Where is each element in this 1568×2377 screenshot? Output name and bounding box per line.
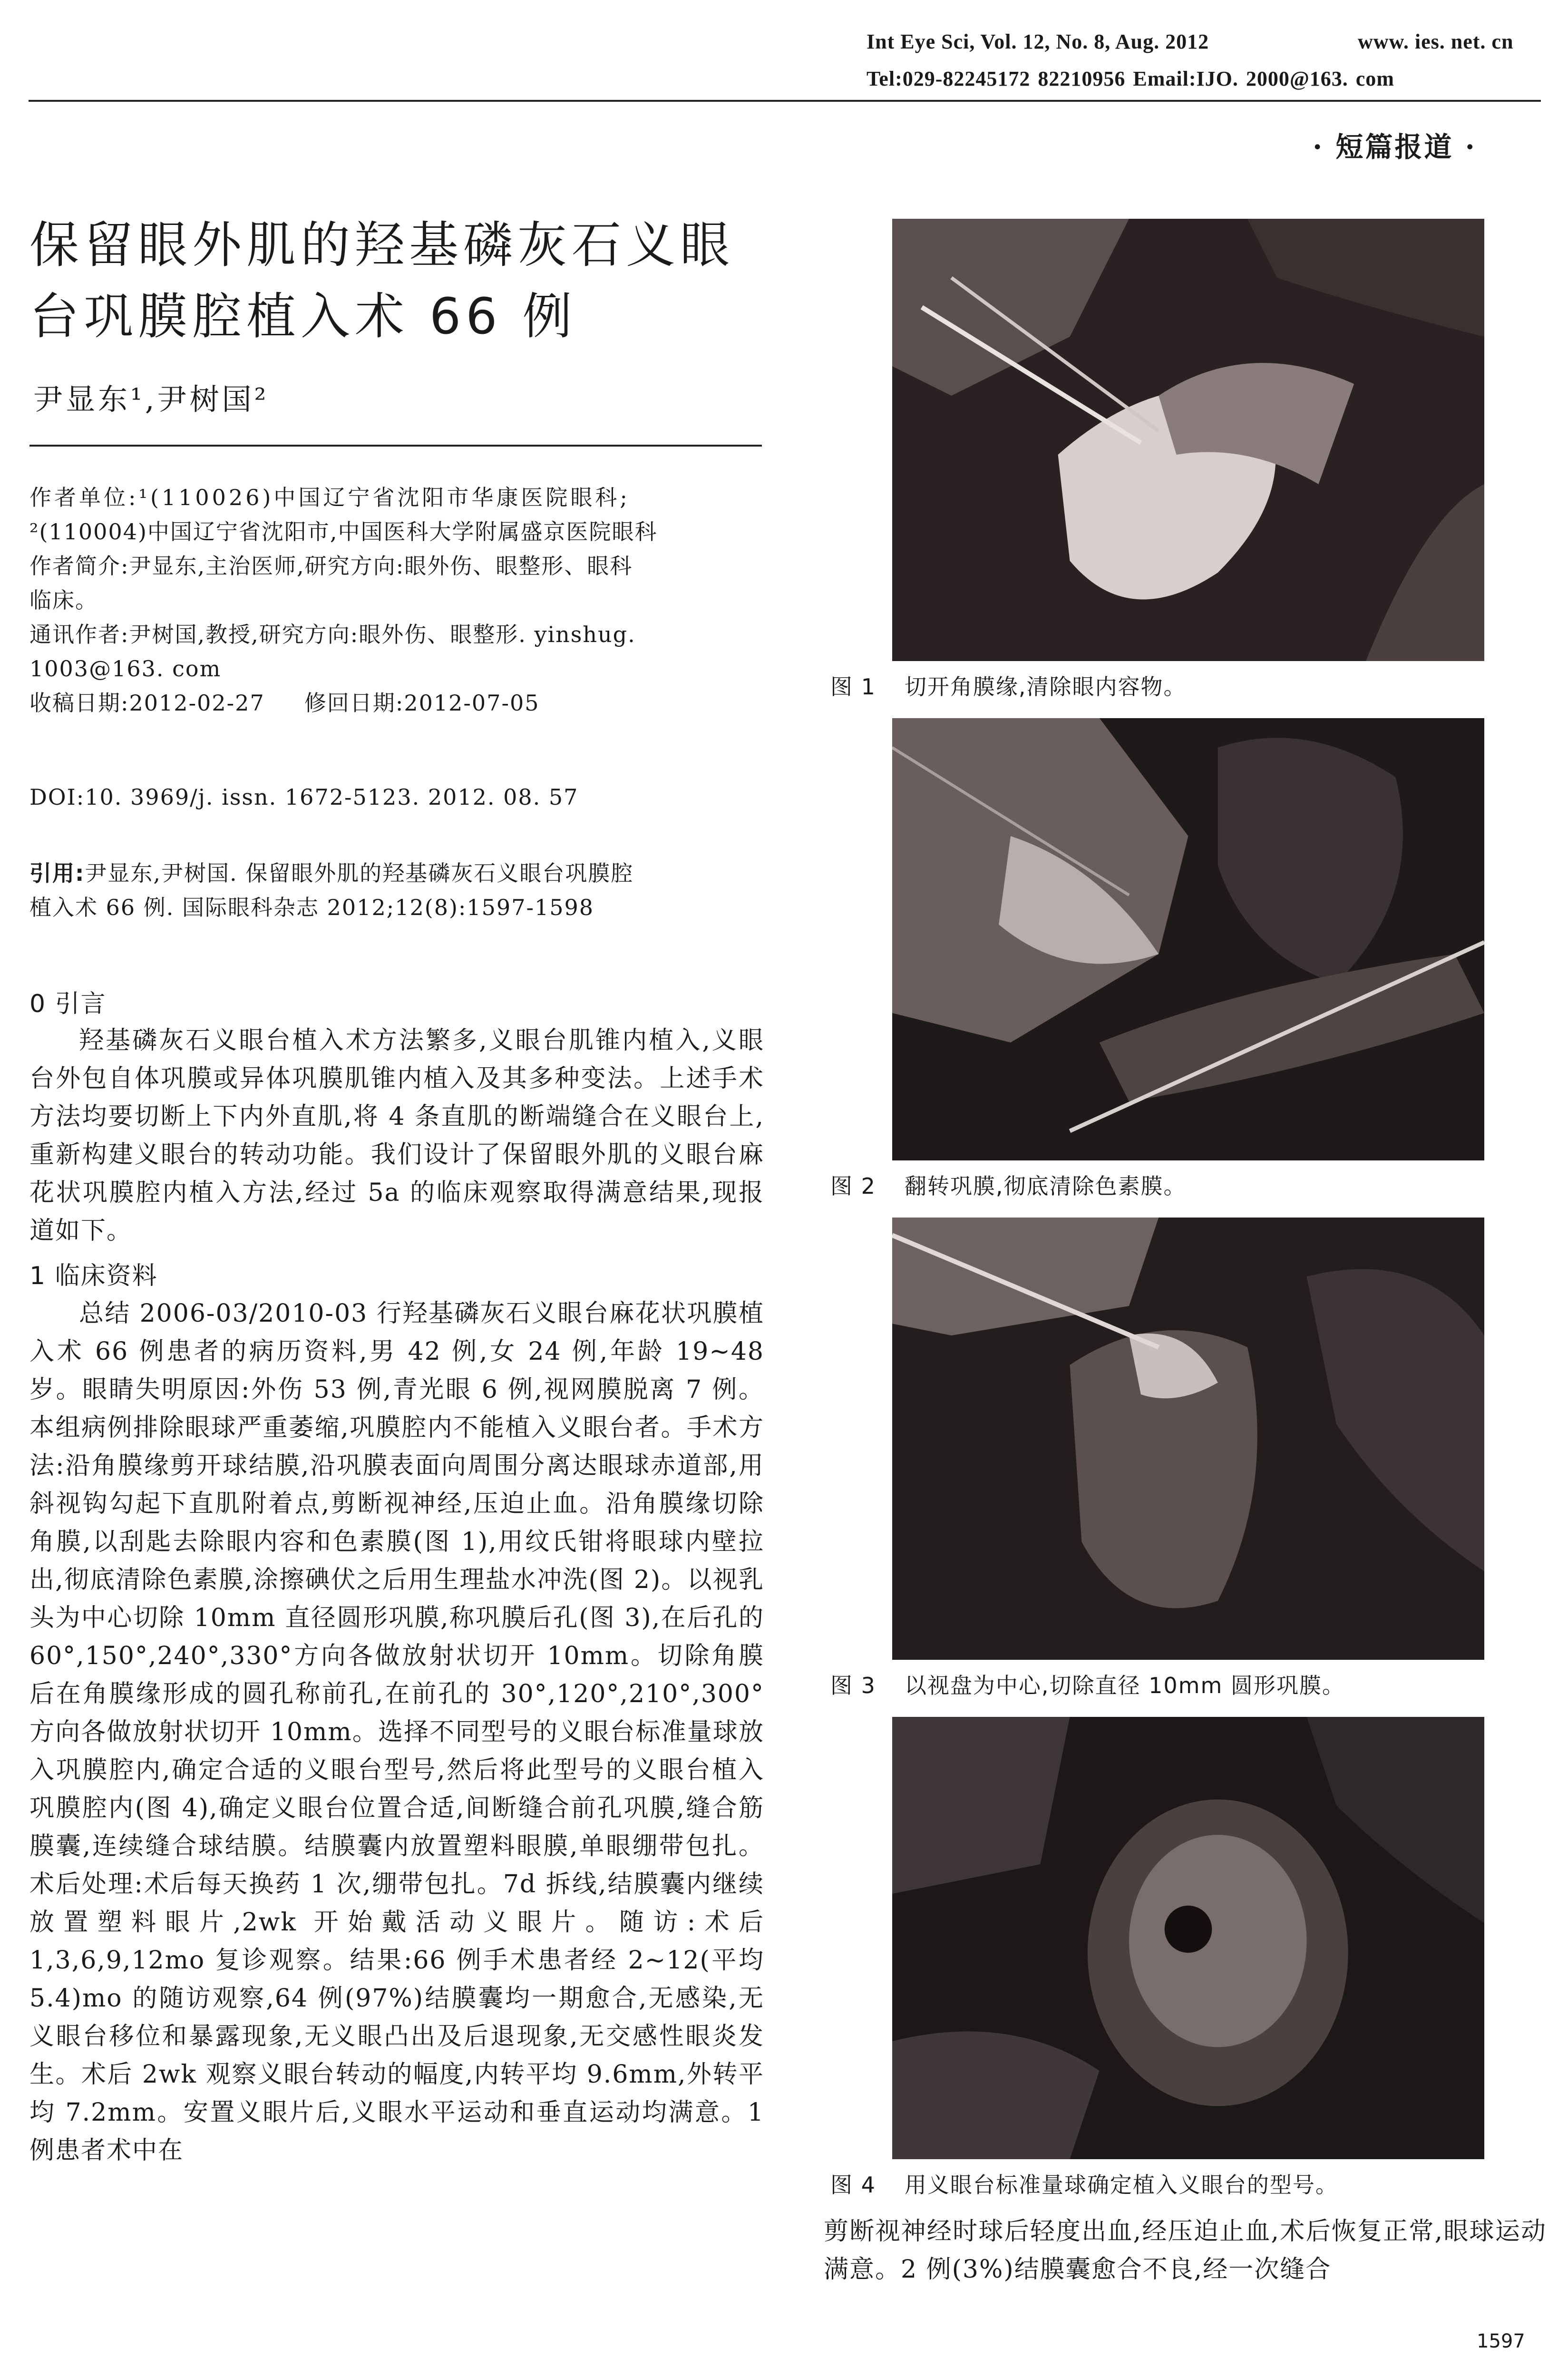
- author-bio: 作者简介:尹显东,主治医师,研究方向:眼外伤、眼整形、眼科: [29, 553, 633, 579]
- title-line-2: 台巩膜腔植入术 66 例: [29, 287, 577, 345]
- intro-text: 羟基磷灰石义眼台植入术方法繁多,义眼台肌锥内植入,义眼台外包自体巩膜或异体巩膜肌锥内植入及其多种变法。上述手术方法均要切断上下内外直肌,将 4 条直肌的断端缝合在义眼台上,重新构建义眼台的转动功能。我们设计了保留眼外肌的义眼台麻花状巩膜腔内植入方法,经过 5a 的临床观察取得满意结果,现报道如下。: [29, 1026, 764, 1245]
- figure-1-caption: [830, 670, 1187, 701]
- continued-text: 剪断视神经时球后轻度出血,经压迫止血,术后恢复正常,眼球运动满意。2 例(3%)结膜囊愈合不良,经一次缝合: [824, 2217, 1547, 2284]
- affiliation-2: ²(110004)中国辽宁省沈阳市,中国医科大学附属盛京医院眼科: [29, 519, 658, 545]
- title-line-1: 保留眼外肌的羟基磷灰石义眼: [29, 216, 735, 274]
- received-dates: 收稿日期:2012-02-27 修回日期:2012-07-05: [29, 690, 540, 716]
- figure-2-text: 翻转巩膜,彻底清除色素膜。: [904, 1173, 1187, 1199]
- figure-1-label: 图 1: [830, 674, 876, 700]
- citation-label: 引用:: [29, 860, 85, 886]
- continued-paragraph: [824, 2212, 1547, 2289]
- figure-4-text: 用义眼台标准量球确定植入义眼台的型号。: [904, 2172, 1338, 2198]
- affiliation-1: 作者单位:¹(110026)中国辽宁省沈阳市华康医院眼科;: [29, 485, 630, 510]
- corresponding-email: 1003@163. com: [29, 656, 222, 682]
- figure-3-caption: [830, 1668, 1345, 1700]
- figure-2-photo: [892, 718, 1484, 1160]
- figure-1-photo: [892, 219, 1484, 661]
- figure-3-text: 以视盘为中心,切除直径 10mm 圆形巩膜。: [904, 1673, 1345, 1698]
- clinical-paragraph: [29, 1295, 764, 2170]
- section-label: · 短篇报道 ·: [1313, 131, 1477, 163]
- citation-text-1: 尹显东,尹树国. 保留眼外肌的羟基磷灰石义眼台巩膜腔: [85, 860, 634, 886]
- figure-4-photo: [892, 1717, 1484, 2159]
- figure-4-label: 图 4: [830, 2172, 876, 2198]
- figure-2-label: 图 2: [830, 1173, 876, 1199]
- doi: DOI:10. 3969/j. issn. 1672-5123. 2012. 08. 57: [29, 784, 579, 810]
- header-rule: [29, 100, 1541, 102]
- journal-contact: Tel:029-82245172 82210956 Email:IJO. 2000@163. com: [867, 67, 1394, 90]
- title-rule: [29, 445, 762, 447]
- figure-3-photo: [892, 1218, 1484, 1660]
- figure-4-caption: [830, 2168, 1338, 2199]
- journal-website: www. ies. net. cn: [1358, 30, 1514, 53]
- author-info: [29, 480, 771, 720]
- page-number: 1597: [1477, 2330, 1525, 2352]
- clinical-text: 总结 2006-03/2010-03 行羟基磷灰石义眼台麻花状巩膜植入术 66 例患者的病历资料,男 42 例,女 24 例,年龄 19~48 岁。眼睛失明原因:外伤 53 例,青光眼 6 例,视网膜脱离 7 例。本组病例排除眼球严重萎缩,巩膜腔内不能植入义眼台者。手术方法:沿角膜缘剪开球结膜,沿巩膜表面向周围分离达眼球赤道部,用斜视钩勾起下直肌附着点,剪断视神经,压迫止血。沿角膜缘切除角膜,以刮匙去除眼内容和色素膜(图 1),用纹氏钳将眼球内壁拉出,彻底清除色素膜,涂擦碘伏之后用生理盐水冲洗(图 2)。以视乳头为中心切除 10mm 直径圆形巩膜,称巩膜后孔(图 3),在后孔的 60°,150°,240°,330°方向各做放射状切开 10mm。切除角膜后在角膜缘形成的圆孔称前孔,在前孔的 30°,120°,210°,300°方向各做放射状切开 10mm。选择不同型号的义眼台标准量球放入巩膜腔内,确定合适的义眼台型号,然后将此型号的义眼台植入巩膜腔内(图 4),确定义眼台位置合适,间断缝合前孔巩膜,缝合筋膜囊,连续缝合球结膜。结膜囊内放置塑料眼膜,单眼绷带包扎。术后处理:术后每天换药 1 次,绷带包扎。7d 拆线,结膜囊内继续放置塑料眼片,2wk 开始戴活动义眼片。随访:术后 1,3,6,9,12mo 复诊观察。结果:66 例手术患者经 2~12(平均 5.4)mo 的随访观察,64 例(97%)结膜囊均一期愈合,无感染,无义眼台移位和暴露现象,无义眼凸出及后退现象,无交感性眼炎发生。术后 2wk 观察义眼台转动的幅度,内转平均 9.6mm,外转平均 7.2mm。安置义眼片后,义眼水平运动和垂直运动均满意。1 例患者术中在: [29, 1299, 764, 2165]
- figure-3-label: 图 3: [830, 1673, 876, 1698]
- figure-2-caption: [830, 1169, 1187, 1200]
- citation-block: [29, 856, 771, 925]
- article-title: [29, 209, 771, 352]
- author-list: 尹显东¹,尹树国²: [33, 382, 269, 417]
- clinical-heading: 1 临床资料: [29, 1262, 158, 1290]
- author-bio-cont: 临床。: [29, 587, 98, 613]
- journal-citation: Int Eye Sci, Vol. 12, No. 8, Aug. 2012: [867, 30, 1209, 53]
- citation-text-2: 植入术 66 例. 国际眼科杂志 2012;12(8):1597-1598: [29, 895, 594, 920]
- corresponding-author: 通讯作者:尹树国,教授,研究方向:眼外伤、眼整形. yinshug.: [29, 622, 636, 647]
- intro-paragraph: [29, 1022, 764, 1250]
- intro-heading: 0 引言: [29, 990, 107, 1018]
- figure-1-text: 切开角膜缘,清除眼内容物。: [904, 674, 1187, 700]
